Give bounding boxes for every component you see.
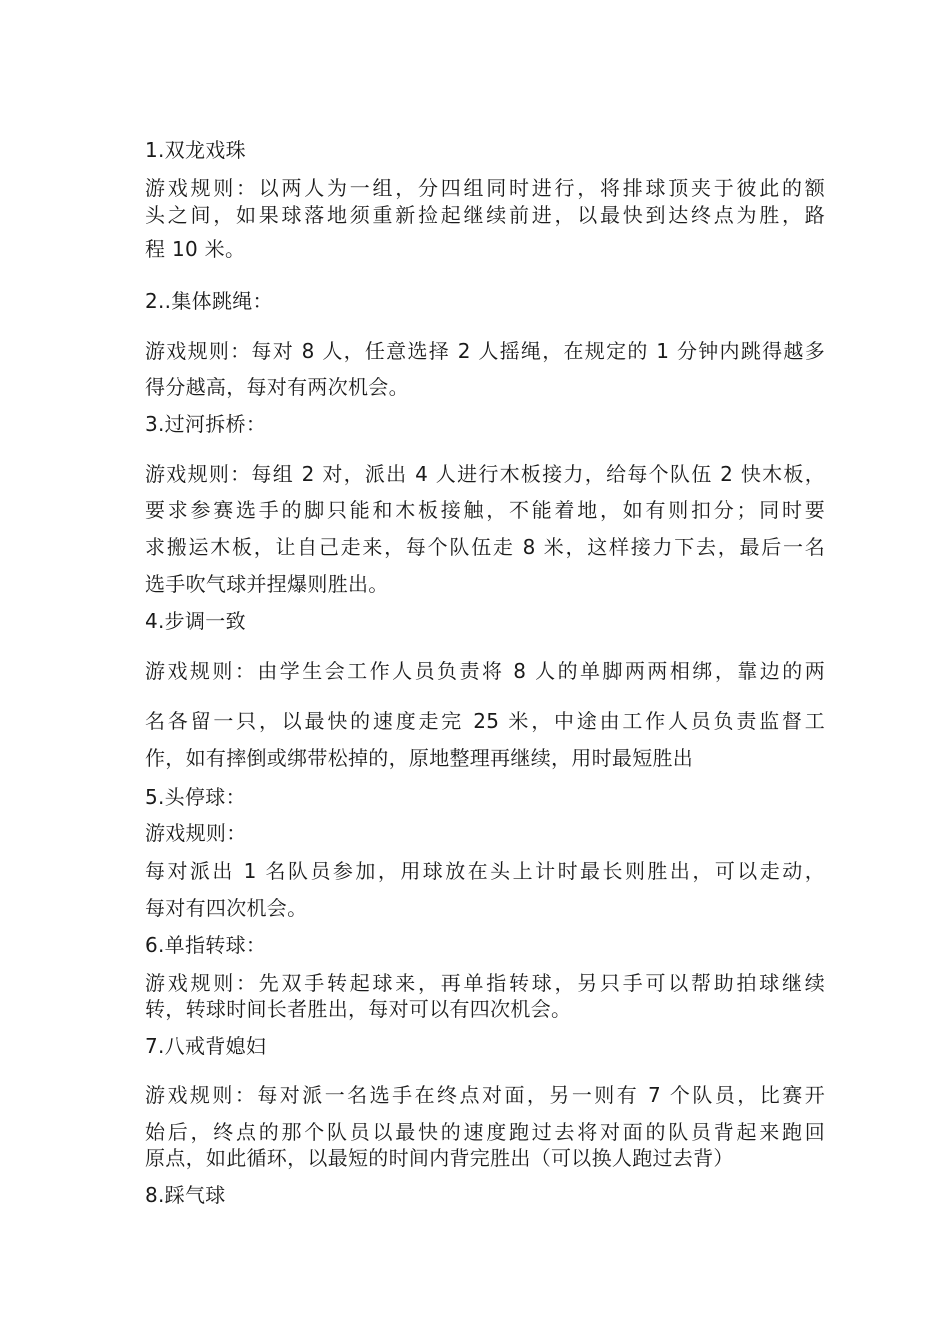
section-heading-2: 2..集体跳绳： [145,289,273,313]
paragraph-line: 游戏规则：由学生会工作人员负责将 8 人的单脚两两相绑，靠边的两 [145,659,825,683]
paragraph-line: 每对派出 1 名队员参加，用球放在头上计时最长则胜出，可以走动， [145,859,825,883]
paragraph-line: 程 10 米。 [145,237,246,261]
section-heading-5: 5.头停球： [145,785,246,809]
paragraph-line: 游戏规则：先双手转起球来，再单指转球，另只手可以帮助拍球继续 [145,971,825,995]
paragraph-line: 转，转球时间长者胜出，每对可以有四次机会。 [145,997,572,1021]
section-heading-7: 7.八戒背媳妇 [145,1034,267,1058]
paragraph-line: 选手吹气球并捏爆则胜出。 [145,572,389,596]
paragraph-line: 求搬运木板，让自己走来，每个队伍走 8 米，这样接力下去，最后一名 [145,535,825,559]
paragraph-line: 头之间，如果球落地须重新捡起继续前进，以最快到达终点为胜，路 [145,203,825,227]
section-heading-3: 3.过河拆桥： [145,412,267,436]
section-heading-6: 6.单指转球： [145,933,267,957]
paragraph-line: 游戏规则：以两人为一组，分四组同时进行，将排球顶夹于彼此的额 [145,176,825,200]
paragraph-line: 要求参赛选手的脚只能和木板接触，不能着地，如有则扣分；同时要 [145,498,825,522]
paragraph-line: 游戏规则：每对 8 人，任意选择 2 人摇绳，在规定的 1 分钟内跳得越多 [145,339,825,363]
paragraph-line: 游戏规则：每组 2 对，派出 4 人进行木板接力，给每个队伍 2 快木板， [145,462,825,486]
paragraph-line: 名各留一只，以最快的速度走完 25 米，中途由工作人员负责监督工 [145,709,825,733]
paragraph-line: 每对有四次机会。 [145,896,308,920]
paragraph-line: 游戏规则：每对派一名选手在终点对面，另一则有 7 个队员，比赛开 [145,1083,825,1107]
section-heading-8: 8.踩气球 [145,1183,226,1207]
section-heading-1: 1.双龙戏珠 [145,138,246,162]
paragraph-line: 始后，终点的那个队员以最快的速度跑过去将对面的队员背起来跑回 [145,1120,825,1144]
paragraph-line: 游戏规则： [145,821,247,845]
paragraph-line: 作，如有摔倒或绑带松掉的，原地整理再继续，用时最短胜出 [145,746,694,770]
section-heading-4: 4.步调一致 [145,609,246,633]
paragraph-line: 得分越高，每对有两次机会。 [145,375,409,399]
paragraph-line: 原点，如此循环，以最短的时间内背完胜出（可以换人跑过去背） [145,1146,734,1170]
